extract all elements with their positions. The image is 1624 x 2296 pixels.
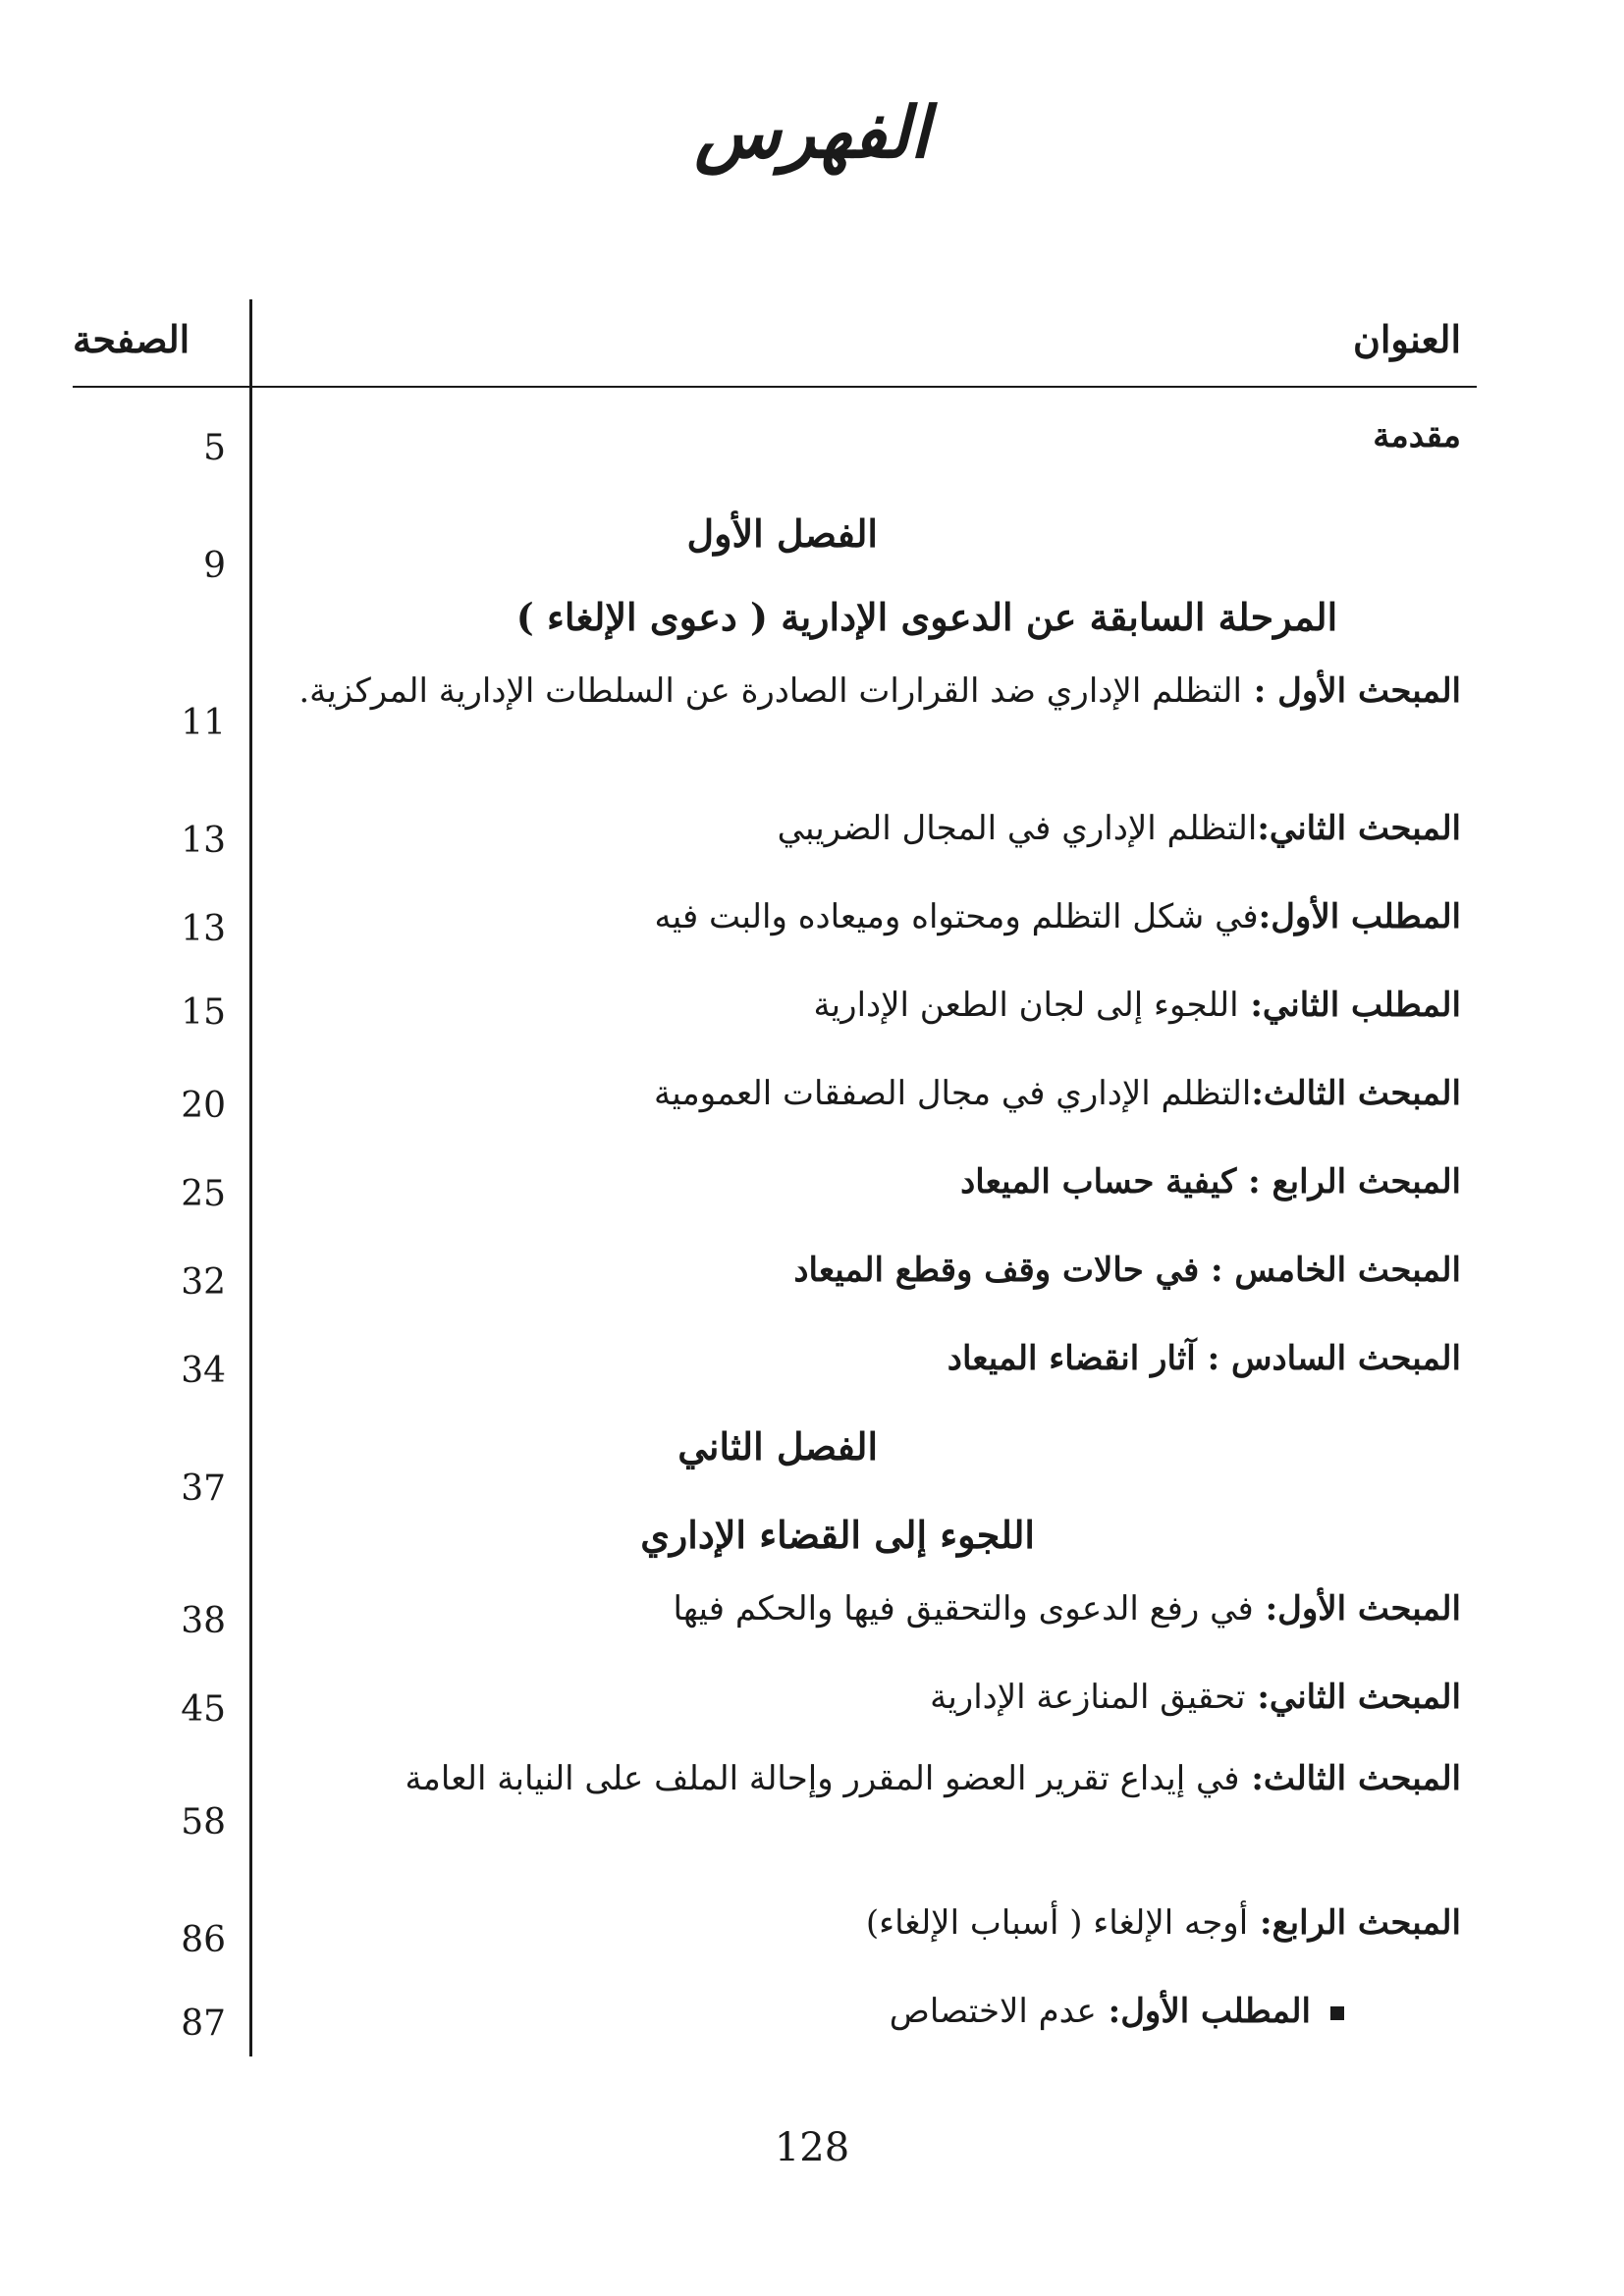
toc-entry-title: في حالات وقف وقطع الميعاد xyxy=(793,1251,1200,1290)
toc-entry-title: اللجوء إلى لجان الطعن الإدارية xyxy=(813,986,1239,1025)
toc-page-number: 11 xyxy=(181,703,226,743)
toc-entry-label: المبحث الثاني: xyxy=(1257,809,1461,848)
toc-entry-title: آثار انقضاء الميعاد xyxy=(947,1339,1196,1378)
toc-entry xyxy=(285,660,1461,722)
toc-entry xyxy=(285,977,1461,1034)
toc-entry-label: المبحث الخامس : xyxy=(1199,1251,1461,1290)
chapter-heading: الفصل الثاني xyxy=(677,1424,878,1468)
toc-entry xyxy=(285,1895,1461,1951)
toc-entry xyxy=(285,1747,1461,1810)
toc-entry-title: التظلم الإداري في مجال الصفقات العمومية xyxy=(654,1074,1252,1113)
chapter-heading: الفصل الأول xyxy=(686,511,878,556)
toc-entry xyxy=(285,888,1461,945)
toc-entry xyxy=(285,1983,1344,2040)
toc-page-number: 13 xyxy=(181,909,226,949)
toc-entry-label: المبحث الرابع : xyxy=(1236,1162,1461,1201)
toc-entry-title: عدم الاختصاص xyxy=(889,1992,1097,2031)
toc-page-number: 45 xyxy=(181,1689,226,1730)
toc-entry xyxy=(285,1242,1461,1299)
toc-entry-label: المبحث الثالث: xyxy=(1251,1074,1461,1113)
toc-page-number: 58 xyxy=(181,1802,226,1842)
toc-page-number: 38 xyxy=(181,1601,226,1641)
toc-entry-label: المبحث السادس : xyxy=(1195,1339,1461,1378)
section-heading: اللجوء إلى القضاء الإداري xyxy=(640,1513,1035,1557)
toc-entry xyxy=(285,1580,1461,1637)
toc-page-number: 86 xyxy=(181,1920,226,1960)
toc-entry-label: المطلب الأول: xyxy=(1096,1992,1311,2031)
toc-page-number: 15 xyxy=(181,992,226,1033)
toc-page-number: 32 xyxy=(181,1262,226,1303)
title-column-header: العنوان xyxy=(1352,317,1461,361)
toc-entry-label: المبحث الأول : xyxy=(1241,671,1461,711)
toc-page-number: 9 xyxy=(203,546,226,586)
toc-entry xyxy=(285,1153,1461,1210)
column-divider xyxy=(249,299,252,2056)
toc-entry xyxy=(285,1065,1461,1122)
toc-page-number: 37 xyxy=(181,1468,226,1509)
toc-entry-label: المبحث الأول: xyxy=(1253,1589,1461,1629)
toc-page-number: 25 xyxy=(181,1174,226,1214)
toc-entry xyxy=(285,1669,1461,1726)
toc-entry-label: مقدمة xyxy=(1373,416,1461,455)
header-rule xyxy=(73,386,1477,388)
toc-entry-title: كيفية حساب الميعاد xyxy=(960,1162,1237,1201)
page-column-header: الصفحة xyxy=(73,317,190,361)
toc-entry-title: في إيداع تقرير العضو المقرر وإحالة الملف على النيابة العامة xyxy=(405,1759,1240,1798)
toc-entry-title: تحقيق المنازعة الإدارية xyxy=(930,1678,1246,1717)
toc-entry-title: التظلم الإداري ضد القرارات الصادرة عن السلطات الإدارية المركزية. xyxy=(298,671,1242,711)
toc-entry xyxy=(285,1330,1461,1387)
footer-page-number: 128 xyxy=(774,2125,850,2170)
page-title: الفهرس xyxy=(694,90,930,174)
toc-entry-title: التظلم الإداري في المجال الضريبي xyxy=(777,809,1258,848)
toc-entry-label: المبحث الثاني: xyxy=(1245,1678,1461,1717)
toc-entry-title: في شكل التظلم ومحتواه وميعاده والبت فيه xyxy=(654,897,1259,936)
toc-page-number: 5 xyxy=(203,428,226,468)
toc-page-number: 34 xyxy=(181,1351,226,1391)
toc-entry xyxy=(285,800,1461,857)
toc-page-number: 87 xyxy=(181,2003,226,2044)
toc-entry-title: في رفع الدعوى والتحقيق فيها والحكم فيها xyxy=(673,1589,1254,1629)
section-heading: المرحلة السابقة عن الدعوى الإدارية ( دعوى الإلغاء ) xyxy=(515,595,1338,639)
toc-entry-label: المطلب الثاني: xyxy=(1238,986,1461,1025)
toc-entry xyxy=(285,407,1461,464)
bullet-icon xyxy=(1330,2006,1344,2020)
toc-entry-label: المبحث الرابع: xyxy=(1248,1903,1461,1943)
toc-page-number: 13 xyxy=(181,821,226,861)
toc-entry-label: المبحث الثالث: xyxy=(1239,1759,1461,1798)
toc-page-number: 20 xyxy=(181,1086,226,1126)
toc-entry-title: أوجه الإلغاء ( أسباب الإلغاء) xyxy=(865,1903,1249,1943)
toc-entry-label: المطلب الأول: xyxy=(1258,897,1461,936)
